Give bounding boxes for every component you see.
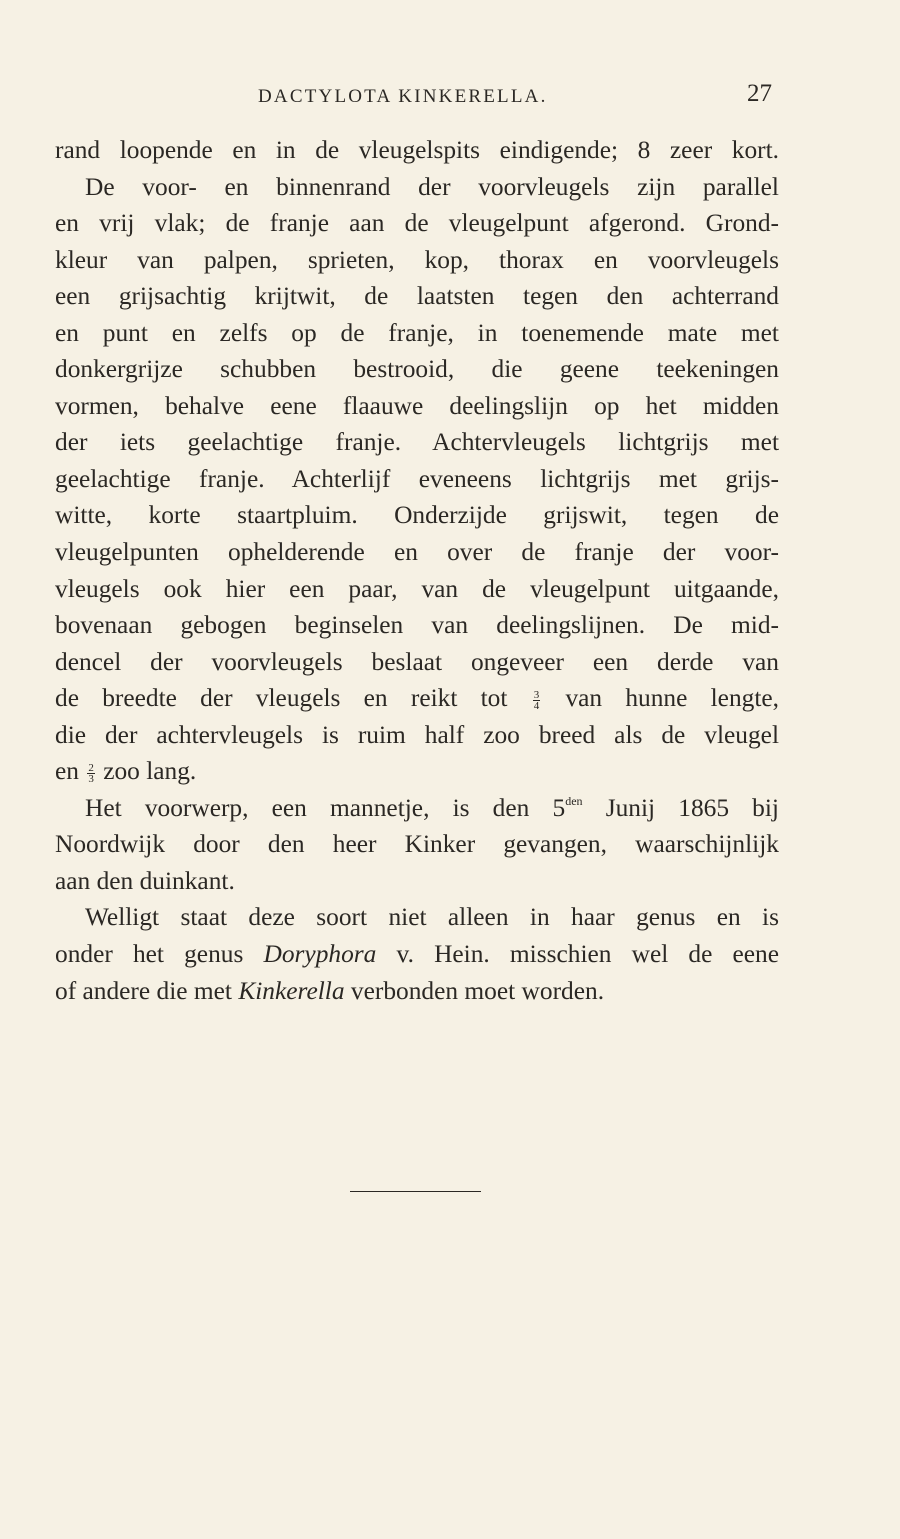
text-line: Welligt staat deze soort niet alleen in haar genus en is bbox=[85, 903, 779, 932]
genus-name: Doryphora bbox=[263, 940, 377, 969]
text-segment: of andere die met bbox=[55, 976, 232, 1005]
text-line: vleugelpunten ophelderende en over de franje der voor- bbox=[55, 538, 779, 567]
running-title: DACTYLOTA KINKERELLA. bbox=[258, 86, 548, 107]
text-segment: onder het genus bbox=[55, 940, 244, 969]
text-line bbox=[55, 936, 779, 973]
text-line: der iets geelachtige franje. Achtervleugels lichtgrijs met bbox=[55, 428, 779, 457]
text-line: aan den duinkant. bbox=[55, 866, 235, 895]
text-line: bovenaan gebogen beginselen van deelingslijnen. De mid- bbox=[55, 611, 779, 640]
section-end-rule bbox=[350, 1191, 481, 1192]
fraction-two-thirds bbox=[87, 763, 95, 784]
text-segment: Het voorwerp, een mannetje, is den 5 bbox=[85, 793, 566, 822]
text-line bbox=[55, 790, 779, 827]
text-segment: de breedte der vleugels en reikt tot bbox=[55, 684, 508, 713]
text-line bbox=[55, 680, 779, 717]
fraction-numerator: 2 bbox=[88, 761, 94, 774]
body-text bbox=[55, 132, 779, 1009]
text-segment: zoo lang. bbox=[103, 757, 197, 786]
text-line: geelachtige franje. Achterlijf eveneens lichtgrijs met grijs- bbox=[55, 464, 779, 493]
text-segment: verbonden moet worden. bbox=[350, 976, 605, 1005]
text-line: vleugels ook hier een paar, van de vleugelpunt uitgaande, bbox=[55, 574, 779, 603]
fraction-denominator: 4 bbox=[533, 699, 540, 712]
ordinal-superscript: den bbox=[565, 793, 583, 808]
fraction-numerator: 3 bbox=[533, 688, 540, 701]
text-line: donkergrijze schubben bestrooid, die geene teekeningen bbox=[55, 355, 779, 384]
text-line: en punt en zelfs op de franje, in toenemende mate met bbox=[55, 318, 779, 347]
text-line: rand loopende en in de vleugelspits eindigende; 8 zeer kort. bbox=[55, 136, 779, 164]
text-line: die der achtervleugels is ruim half zoo breed als de vleugel bbox=[55, 720, 779, 749]
fraction-denominator: 3 bbox=[88, 772, 94, 785]
text-line: witte, korte staartpluim. Onderzijde grijswit, tegen de bbox=[55, 501, 779, 530]
text-line: kleur van palpen, sprieten, kop, thorax en voorvleugels bbox=[55, 245, 779, 274]
text-line: vormen, behalve eene flaauwe deelingslijn op het midden bbox=[55, 391, 779, 420]
text-line: dencel der voorvleugels beslaat ongeveer een derde van bbox=[55, 647, 779, 676]
page-number: 27 bbox=[747, 80, 772, 107]
fraction-three-quarters bbox=[533, 690, 541, 711]
text-line: Noordwijk door den heer Kinker gevangen, waarschijnlijk bbox=[55, 830, 779, 859]
text-segment: v. Hein. misschien wel de eene bbox=[396, 940, 780, 969]
text-line: De voor- en binnenrand der voorvleugels zijn parallel bbox=[85, 172, 779, 201]
text-line bbox=[55, 753, 779, 790]
running-head bbox=[0, 80, 900, 114]
text-segment: en bbox=[55, 757, 79, 786]
text-line: en vrij vlak; de franje aan de vleugelpunt afgerond. Grond- bbox=[55, 209, 779, 238]
text-segment: van hunne lengte, bbox=[565, 684, 780, 713]
species-name: Kinkerella bbox=[238, 976, 345, 1005]
text-line: een grijsachtig krijtwit, de laatsten tegen den achterrand bbox=[55, 282, 779, 311]
text-line bbox=[55, 973, 779, 1010]
text-segment: Junij 1865 bij bbox=[605, 793, 779, 822]
